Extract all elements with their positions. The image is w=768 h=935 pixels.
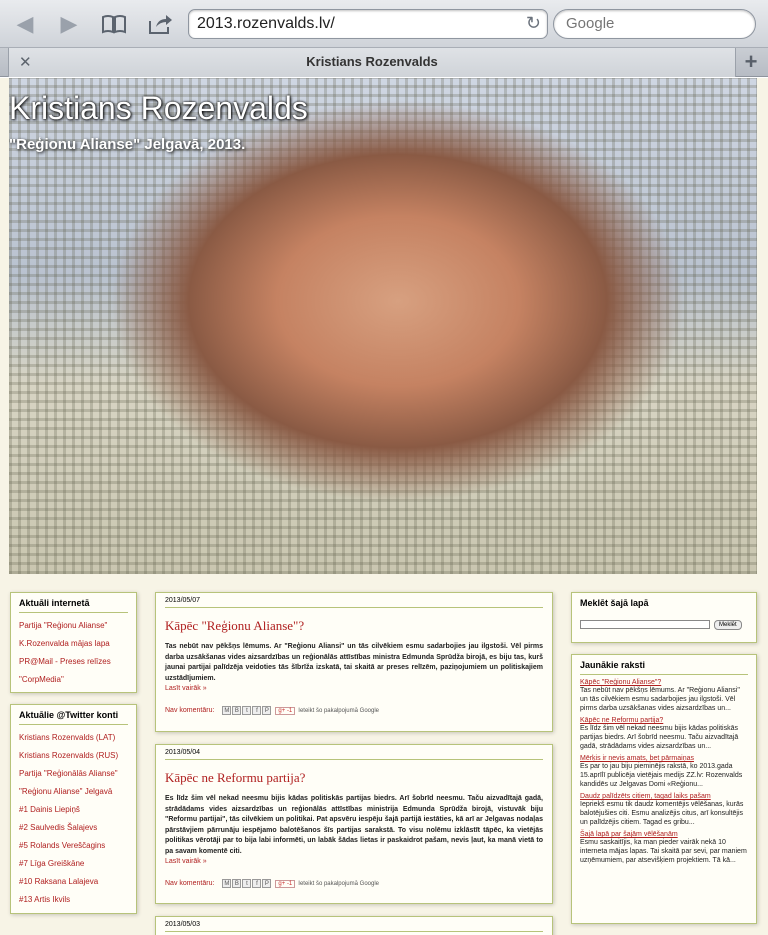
forward-arrow-icon[interactable]: ▶	[60, 11, 78, 36]
recent-post-link[interactable]: Kāpēc ne Reformu partija?	[580, 717, 664, 724]
blog-search-input[interactable]	[580, 620, 710, 629]
recent-posts-widget	[571, 654, 757, 924]
post-date: 2013/05/03	[165, 921, 543, 932]
widget-title: Aktuāli internetā	[19, 598, 128, 613]
recent-post-link[interactable]: Mērķis ir nevis amats, bet pārmaiņas	[580, 755, 694, 762]
recommend-text: Ieteikt šo pakalpojumā Google	[298, 707, 379, 714]
read-more-link[interactable]: Lasīt vairāk »	[165, 858, 207, 865]
link-item[interactable]: Kristians Rozenvalds (RUS)	[19, 751, 119, 760]
browser-toolbar	[0, 0, 768, 48]
recent-post-link[interactable]: Kāpēc "Reģionu Alianse"?	[580, 679, 662, 686]
link-item[interactable]: Kristians Rozenvalds (LAT)	[19, 733, 116, 742]
email-share-icon[interactable]: M	[224, 881, 230, 887]
share-icon[interactable]	[145, 10, 175, 38]
link-item[interactable]: #2 Saulvedis Šalajevs	[19, 823, 98, 832]
url-text: 2013.rozenvalds.lv/	[197, 15, 335, 32]
reload-icon[interactable]: ↻	[525, 13, 541, 33]
blog-post	[155, 916, 553, 935]
recent-post-snippet: Es par to jau biju pieminējis rakstā, ko 2013.gada 15.aprīlī publicēja vietējais medijs ZZ.lv: Rozenvalds kandidēs uz Jelgavas Domi «Reģionu...	[580, 763, 743, 788]
facebook-share-icon[interactable]: f	[252, 706, 261, 715]
close-icon[interactable]: ✕	[19, 54, 32, 71]
book-icon[interactable]	[99, 10, 129, 38]
link-item[interactable]: "Reģionu Alianse" Jelgavā	[19, 787, 113, 796]
link-item[interactable]: #13 Artis Ikvils	[19, 895, 71, 904]
recent-post-link[interactable]: Šajā lapā par šajām vēlēšanām	[580, 831, 678, 838]
link-item[interactable]: #10 Raksana Lalajeva	[19, 877, 99, 886]
gplus-count: -1	[286, 880, 293, 887]
tab-bar	[0, 48, 768, 77]
post-date: 2013/05/04	[165, 749, 543, 760]
comments-link[interactable]: Nav komentāru:	[165, 880, 215, 887]
header-photo	[9, 78, 757, 574]
recent-post-item	[580, 793, 748, 827]
web-page	[0, 78, 768, 935]
recent-post-snippet: Iepriekš esmu tik daudz komentējis vēlēšanas, kurās balotējušies citi. Esmu analizējis citus, arī konsultējis un palīdzējis citiem. Tagad es gribu...	[580, 801, 744, 826]
widget-title: Meklēt šajā lapā	[580, 598, 649, 608]
post-body: Tas nebūt nav pēkšņs lēmums. Ar "Reģionu Aliansi" un tās cilvēkiem esmu sadarbojies jau ilgstoši. Vēl pirms darba uzsākšanas vides aizsardzības un reģionālās attīstības ministra Edmunda Sprūdža birojā, es biju tas, kurš jaunai partijai palīdzēja veidoties tās šībrīža izskatā, tai skaitā ar preses relīzēm, paziņojumiem un politiskajiem uzstādījumiem.	[165, 643, 543, 682]
twitter-widget	[10, 704, 137, 914]
blog-search-button[interactable]: Meklēt	[714, 620, 742, 630]
link-item[interactable]: PR@Mail - Preses relīzes	[19, 657, 111, 666]
recent-post-snippet: Esmu saskaitījis, ka man pieder vairāk nekā 10 interneta mājas lapas. Tai skaitā par sevi, par maniem uzņēmumiem, par atsevišķiem projektiem. Tā kā...	[580, 839, 747, 864]
recent-post-item	[580, 831, 748, 865]
tab-title: Kristians Rozenvalds	[306, 54, 438, 69]
post-title[interactable]: Kāpēc ne Reformu partija?	[165, 770, 306, 785]
link-item[interactable]: "CorpMedia"	[19, 675, 64, 684]
read-more-link[interactable]: Lasīt vairāk »	[165, 685, 207, 692]
link-item[interactable]: K.Rozenvalda mājas lapa	[19, 639, 110, 648]
widget-title: Aktuālie @Twitter konti	[19, 710, 128, 725]
recommend-text: Ieteikt šo pakalpojumā Google	[298, 880, 379, 887]
search-widget	[571, 592, 757, 643]
twitter-share-icon[interactable]: t	[242, 879, 251, 888]
gplus-icon: g+	[278, 880, 286, 887]
browser-search-input[interactable]	[566, 15, 746, 32]
gplus-button[interactable]	[275, 707, 295, 715]
gplus-button[interactable]	[275, 880, 295, 888]
links-widget	[10, 592, 137, 693]
address-bar[interactable]	[188, 9, 548, 39]
link-item[interactable]: Partija "Reģionālās Alianse"	[19, 769, 118, 778]
post-date: 2013/05/07	[165, 597, 543, 608]
tab-active[interactable]	[8, 48, 736, 77]
link-item[interactable]: #1 Dainis Liepiņš	[19, 805, 80, 814]
blog-share-icon[interactable]: B	[232, 706, 241, 715]
pinterest-share-icon[interactable]: P	[262, 879, 271, 888]
blog-post	[155, 744, 553, 904]
blog-description: "Reģionu Alianse" Jelgavā, 2013.	[9, 136, 246, 153]
pinterest-share-icon[interactable]: P	[262, 706, 271, 715]
recent-post-snippet: Es līdz šim vēl nekad neesmu bijis kādas politiskās partijas biedrs. Arī šobrīd neesmu. Taču aizvadītajā gadā, strādādams vides aizsardzības un...	[580, 725, 739, 750]
recent-post-snippet: Tas nebūt nav pēkšņs lēmums. Ar "Reģionu Aliansi" un tās cilvēkiem esmu sadarbojies jau ilgstoši. Vēl pirms darba uzsākšanas vides aizsardzības un...	[580, 687, 740, 712]
blog-post	[155, 592, 553, 732]
recent-post-item	[580, 679, 748, 713]
post-title[interactable]: Kāpēc "Reģionu Alianse"?	[165, 618, 305, 633]
gplus-icon: g+	[278, 707, 286, 714]
link-item[interactable]: Partija "Reģionu Alianse"	[19, 621, 108, 630]
comments-link[interactable]: Nav komentāru:	[165, 707, 215, 714]
post-footer	[165, 706, 543, 715]
twitter-share-icon[interactable]: t	[242, 706, 251, 715]
browser-search-box[interactable]	[553, 9, 756, 39]
link-item[interactable]: #7 Līga Greiškāne	[19, 859, 85, 868]
post-footer	[165, 879, 543, 888]
post-body: Es līdz šim vēl nekad neesmu bijis kādas politiskās partijas biedrs. Arī šobrīd neesmu. Taču aizvadītajā gadā, strādādams vides aizsardzības un reģionālās attīstības ministrija Edmunda Sprūdža birojā, vistuvāk biju "Reformu partijai", tās cilvēkiem un politikai. Pat apsvēru iespēju šajā partijā iestāties, kā arī ar Jelgavas nodaļas pārstāvjiem pārrunāju iespējamo balotēšanos šīs partijas sarakstā. To visu nolēmu izklāstīt tāpēc, ka vietējās politikas vērotāji par to bija labi informēti, un labāk šādas lietas ir paskaidrot pašam, nevis ļaut, ka manā vietā to pa savam komentē citi.	[165, 795, 543, 855]
email-share-icon[interactable]: M	[224, 708, 230, 714]
blog-share-icon[interactable]: B	[232, 879, 241, 888]
recent-post-item	[580, 717, 748, 751]
blog-title[interactable]: Kristians Rozenvalds	[9, 90, 308, 126]
recent-post-item	[580, 755, 748, 789]
new-tab-icon[interactable]: +	[744, 49, 758, 74]
gplus-count: -1	[286, 707, 293, 714]
widget-title: Jaunākie raksti	[580, 660, 748, 675]
back-arrow-icon[interactable]: ◀	[16, 11, 34, 36]
recent-post-link[interactable]: Daudz palīdzēts citiem, tagad laiks pašam	[580, 793, 711, 800]
facebook-share-icon[interactable]: f	[252, 879, 261, 888]
link-item[interactable]: #5 Rolands Vereščagins	[19, 841, 106, 850]
